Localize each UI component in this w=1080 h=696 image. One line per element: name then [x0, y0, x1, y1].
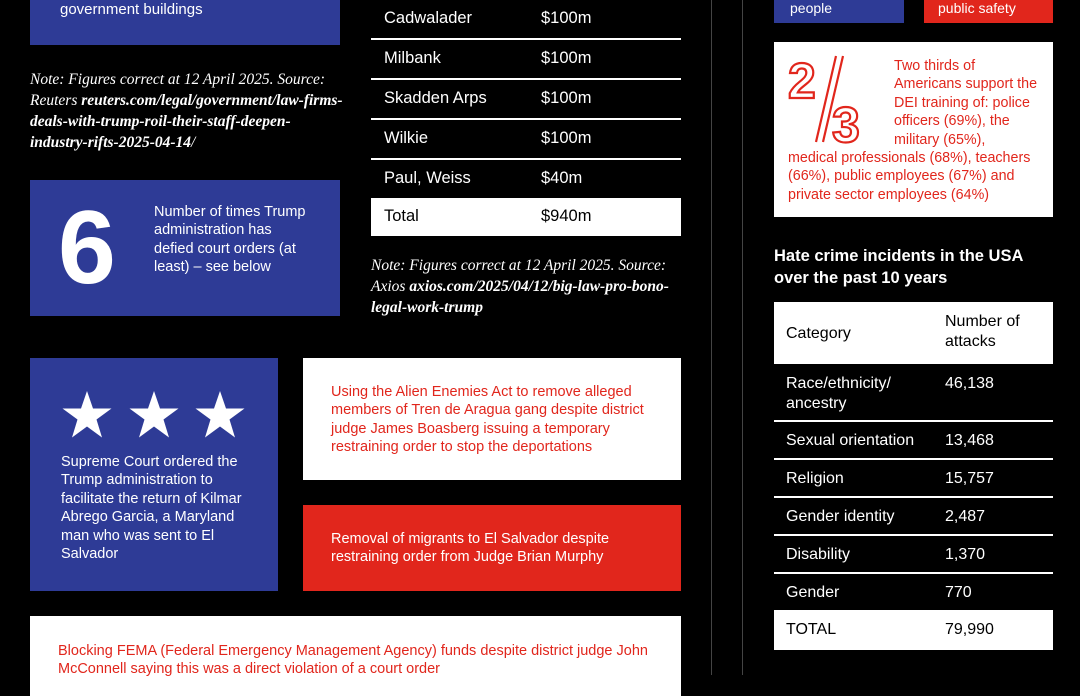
table-row: Gender 770 — [786, 584, 972, 601]
svg-text:3: 3 — [832, 97, 860, 144]
column-header-category: Category — [786, 325, 851, 342]
fema-text: Blocking FEMA (Federal Emergency Management Agency) funds despite district judge John McConnell saying this was a direct violation of a court order — [58, 643, 648, 678]
svg-text:2: 2 — [788, 54, 816, 109]
table-row: Milbank $100m — [371, 40, 681, 80]
defied-orders-text: Number of times Trump administration has defied court orders (at least) – see below — [154, 204, 306, 276]
gov-box-text: government buildings — [60, 1, 203, 18]
table-row: Paul, Weiss $40m — [384, 169, 583, 187]
defied-orders-count: 6 — [58, 190, 116, 306]
star-icon — [62, 391, 112, 439]
column-divider — [711, 0, 712, 675]
table-row: Race/ethnicity/ ancestry 46,138 — [774, 364, 1053, 422]
table-total-row: Total $940m — [371, 198, 681, 236]
el-salvador-removal-box — [303, 505, 681, 591]
dei-support-box — [774, 42, 1053, 217]
fraction-two-thirds-icon — [788, 54, 864, 144]
dei-support-text-continued: medical professionals (68%), teachers (66%), public employees (67%) and private sector employees (64%) — [788, 150, 1031, 203]
hate-crime-title: Hate crime incidents in the USA over the past 10 years — [774, 247, 1023, 287]
star-icon — [129, 391, 179, 439]
table-header-row — [774, 302, 1053, 364]
supreme-court-text: Supreme Court ordered the Trump administration to facilitate the return of Kilmar Abrego Garcia, a Maryland man who was sent to El Salvador — [61, 454, 242, 563]
table-row: Sexual orientation 13,468 — [774, 422, 1053, 460]
migrant-removal-text: Removal of migrants to El Salvador despite restraining order from Judge Brian Murphy — [331, 531, 610, 566]
table-row: Cadwalader $100m — [371, 0, 681, 40]
table-row: Wilkie $100m — [371, 120, 681, 160]
fema-funds-box — [30, 616, 681, 696]
supreme-court-box — [30, 358, 278, 591]
government-buildings-box — [30, 0, 340, 45]
people-box: people — [774, 0, 904, 23]
public-safety-box: public safety — [924, 0, 1053, 23]
reuters-link[interactable]: reuters.com/legal/government/law-firms-deals-with-trump-roil-their-staff-deepen-industry-rifts-2025-04-14 — [30, 92, 343, 151]
axios-link[interactable]: axios.com/2025/04/12/big-law-pro-bono-legal-work-trump — [371, 278, 669, 316]
reuters-source-note: Note: Figures correct at 12 April 2025. Source: Reuters reuters.com/legal/government/law-firms-deals-with-trump-roil-their-staff-deepen-industry-rifts-2025-04-14/ — [30, 71, 343, 151]
table-row: Disability 1,370 — [774, 536, 1053, 574]
hate-crime-table — [774, 302, 1053, 650]
star-icon — [195, 391, 245, 439]
defied-orders-box — [30, 180, 340, 316]
column-divider — [742, 0, 743, 675]
law-firm-deals-table — [371, 0, 681, 236]
dei-support-text: Two thirds of Americans support the DEI training of: police officers (69%), the military (65%), — [894, 58, 1038, 148]
alien-enemies-act-box — [303, 358, 681, 480]
table-row: Religion 15,757 — [774, 460, 1053, 498]
axios-source-note: Note: Figures correct at 12 April 2025. Source: Axios axios.com/2025/04/12/big-law-pro-bono-legal-work-trump — [371, 257, 669, 316]
column-header-number: Number of attacks — [945, 313, 1020, 350]
table-row: Gender identity 2,487 — [774, 498, 1053, 536]
table-total-row: TOTAL 79,990 — [774, 610, 1053, 650]
alien-enemies-text: Using the Alien Enemies Act to remove alleged members of Tren de Aragua gang despite district judge James Boasberg issuing a temporary restraining order to stop the deportations — [331, 384, 644, 456]
table-row: Skadden Arps $100m — [371, 80, 681, 120]
